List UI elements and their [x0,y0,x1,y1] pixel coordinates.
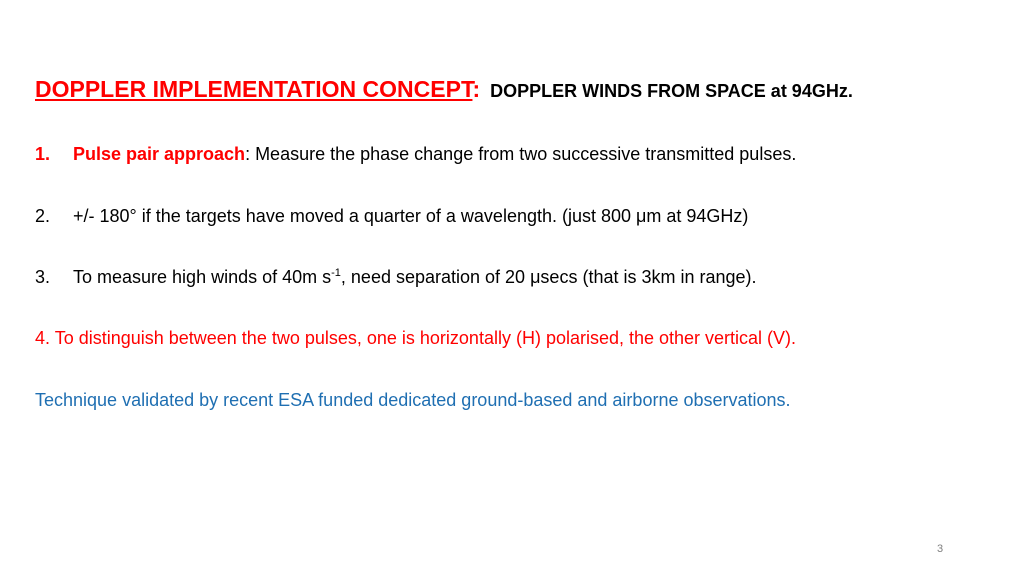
slide-title [35,76,853,103]
title-colon: : [472,76,481,102]
point-3-number: 3. [35,267,51,287]
point-3-superscript: -1 [331,267,341,279]
point-3-text-after: , need separation of 20 μsecs (that is 3km in range). [340,267,757,287]
page-number: 3 [937,543,944,555]
validation-note: Technique validated by recent ESA funded dedicated ground-based and airborne observations. [35,390,791,410]
title-subtitle: DOPPLER WINDS FROM SPACE at 94GHz. [490,81,853,101]
point-1 [35,144,796,165]
point-1-lead: Pulse pair approach [73,144,246,164]
point-3 [35,267,757,288]
point-3-text-before: To measure high winds of 40m s [73,267,332,287]
point-2-number: 2. [35,206,51,226]
point-2-text: +/- 180° if the targets have moved a quarter of a wavelength. (just 800 μm at 94GHz) [73,206,749,226]
point-1-number: 1. [35,144,51,164]
title-main: DOPPLER IMPLEMENTATION CONCEPT [35,76,473,102]
point-1-text: : Measure the phase change from two successive transmitted pulses. [245,144,797,164]
point-2 [35,206,748,227]
point-4: 4. To distinguish between the two pulses, one is horizontally (H) polarised, the other vertical (V). [35,328,797,348]
